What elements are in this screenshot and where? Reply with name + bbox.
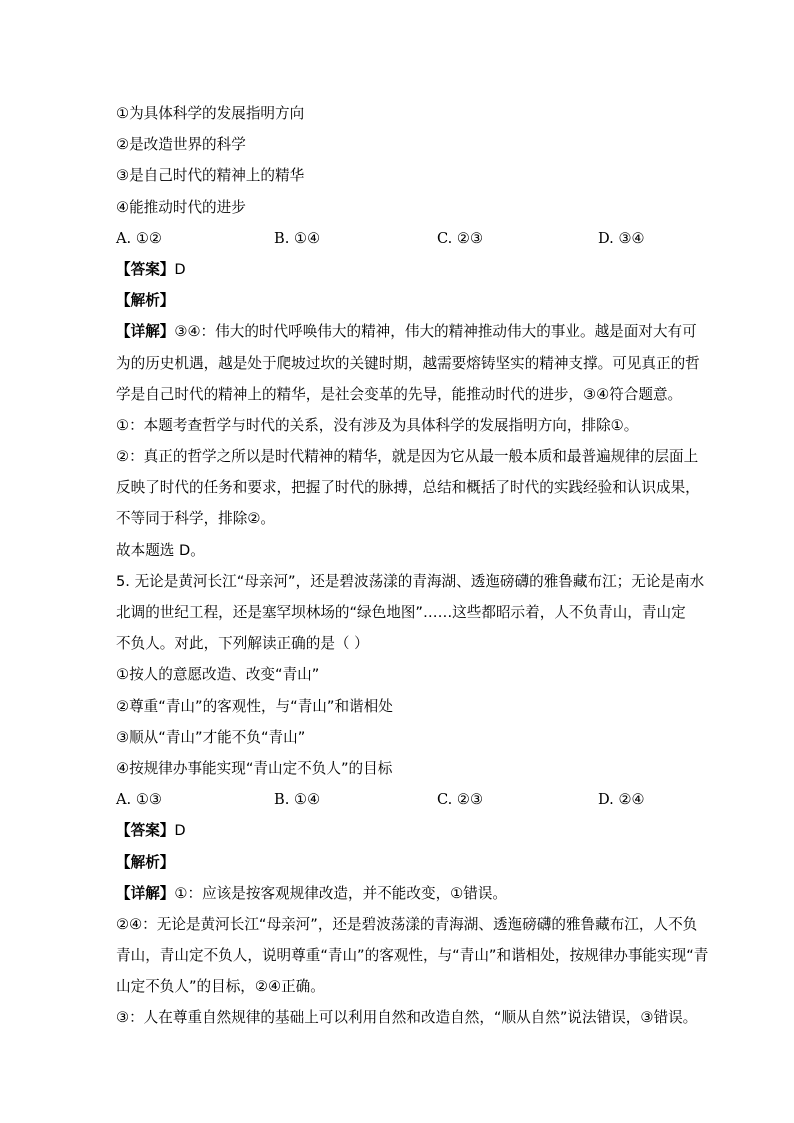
q5-stem-line-3: 不负人。对此，下列解读正确的是（ ）	[116, 635, 369, 653]
q4-detail-line-5: ②：真正的哲学之所以是时代精神的精华，就是因为它从最一般本质和最普遍规律的层面上	[116, 448, 699, 466]
q4-detail-tag: 【详解】	[116, 323, 175, 341]
q4-conclusion: 故本题选 D。	[116, 541, 205, 559]
q4-detail-line-1	[116, 316, 697, 347]
q4-answer-value: D	[174, 260, 186, 278]
q4-analysis-tag: 【解析】	[116, 292, 175, 310]
q5-answer	[116, 815, 688, 846]
q5-detail-line-1	[116, 878, 688, 909]
q5-answer-value: D	[174, 822, 186, 840]
q5-detail-line-5: ③：人在尊重自然规律的基础上可以利用自然和改造自然，“顺从自然”说法错误，③错误。	[116, 1009, 698, 1027]
q5-statement-1: ①按人的意愿改造、改变“青山”	[116, 666, 320, 684]
q4-answer	[116, 254, 688, 285]
q5-detail-text-1: ①：应该是按客观规律改造，并不能改变，①错误。	[174, 884, 508, 902]
q4-option-b: B. ①④	[274, 229, 321, 247]
q5-option-c: C. ②③	[437, 791, 484, 809]
q5-stem-line-1: 5. 无论是黄河长江“母亲河”，还是碧波荡漾的青海湖、透迤磅礴的雅鲁藏布江；无论是南水	[116, 572, 705, 590]
q5-detail-line-4: 山定不负人”的目标，②④正确。	[116, 978, 325, 996]
q4-option-d: D. ③④	[598, 229, 645, 247]
q4-detail-line-3: 学是自己时代的精神上的精华，是社会变革的先导，能推动时代的进步，③④符合题意。	[116, 385, 683, 403]
q4-statement-2: ②是改造世界的科学	[116, 136, 246, 154]
q5-option-d: D. ②④	[598, 791, 645, 809]
q5-statement-3: ③顺从“青山”才能不负“青山”	[116, 728, 306, 746]
q4-detail-line-6: 反映了时代的任务和要求，把握了时代的脉搏，总结和概括了时代的实践经验和认识成果，	[116, 479, 700, 497]
q4-detail-text-1: ③④：伟大的时代呼唤伟大的精神，伟大的精神推动伟大的事业。越是面对大有可	[174, 323, 697, 341]
q5-detail-tag: 【详解】	[116, 884, 175, 902]
q5-option-a: A. ①③	[116, 791, 162, 809]
q5-detail-line-3: 青山，青山定不负人，说明尊重“青山”的客观性，与“青山”和谐相处，按规律办事能实现“青	[116, 947, 709, 965]
document-page	[116, 98, 709, 1034]
q4-detail-line-7: 不等同于科学，排除②。	[116, 510, 276, 528]
q5-statement-2: ②尊重“青山”的客观性，与“青山”和谐相处	[116, 697, 393, 715]
q5-detail-line-2: ②④：无论是黄河长江“母亲河”，还是碧波荡漾的青海湖、透迤磅礴的雅鲁藏布江，人不负	[116, 915, 698, 933]
q4-statement-3: ③是自己时代的精神上的精华	[116, 167, 305, 185]
q5-option-b: B. ①④	[274, 791, 321, 809]
q5-options	[116, 784, 688, 815]
q5-answer-tag: 【答案】	[116, 822, 175, 840]
q4-options	[116, 223, 688, 254]
q4-option-a: A. ①②	[116, 229, 162, 247]
q5-analysis-tag: 【解析】	[116, 853, 175, 871]
q4-detail-line-2: 为的历史机遇，越是处于爬坡过坎的关键时期，越需要熔铸坚实的精神支撑。可见真正的哲	[116, 354, 700, 372]
q4-answer-tag: 【答案】	[116, 260, 175, 278]
q4-detail-line-4: ①：本题考查哲学与时代的关系，没有涉及为具体科学的发展指明方向，排除①。	[116, 416, 639, 434]
q4-statement-4: ④能推动时代的进步	[116, 198, 246, 216]
q4-option-c: C. ②③	[437, 229, 484, 247]
q5-stem-line-2: 北调的世纪工程，还是塞罕坝林场的“绿色地图”……这些都昭示着，人不负青山，青山定	[116, 604, 686, 621]
q5-statement-4: ④按规律办事能实现“青山定不负人”的目标	[116, 759, 393, 777]
q4-statement-1: ①为具体科学的发展指明方向	[116, 105, 305, 122]
